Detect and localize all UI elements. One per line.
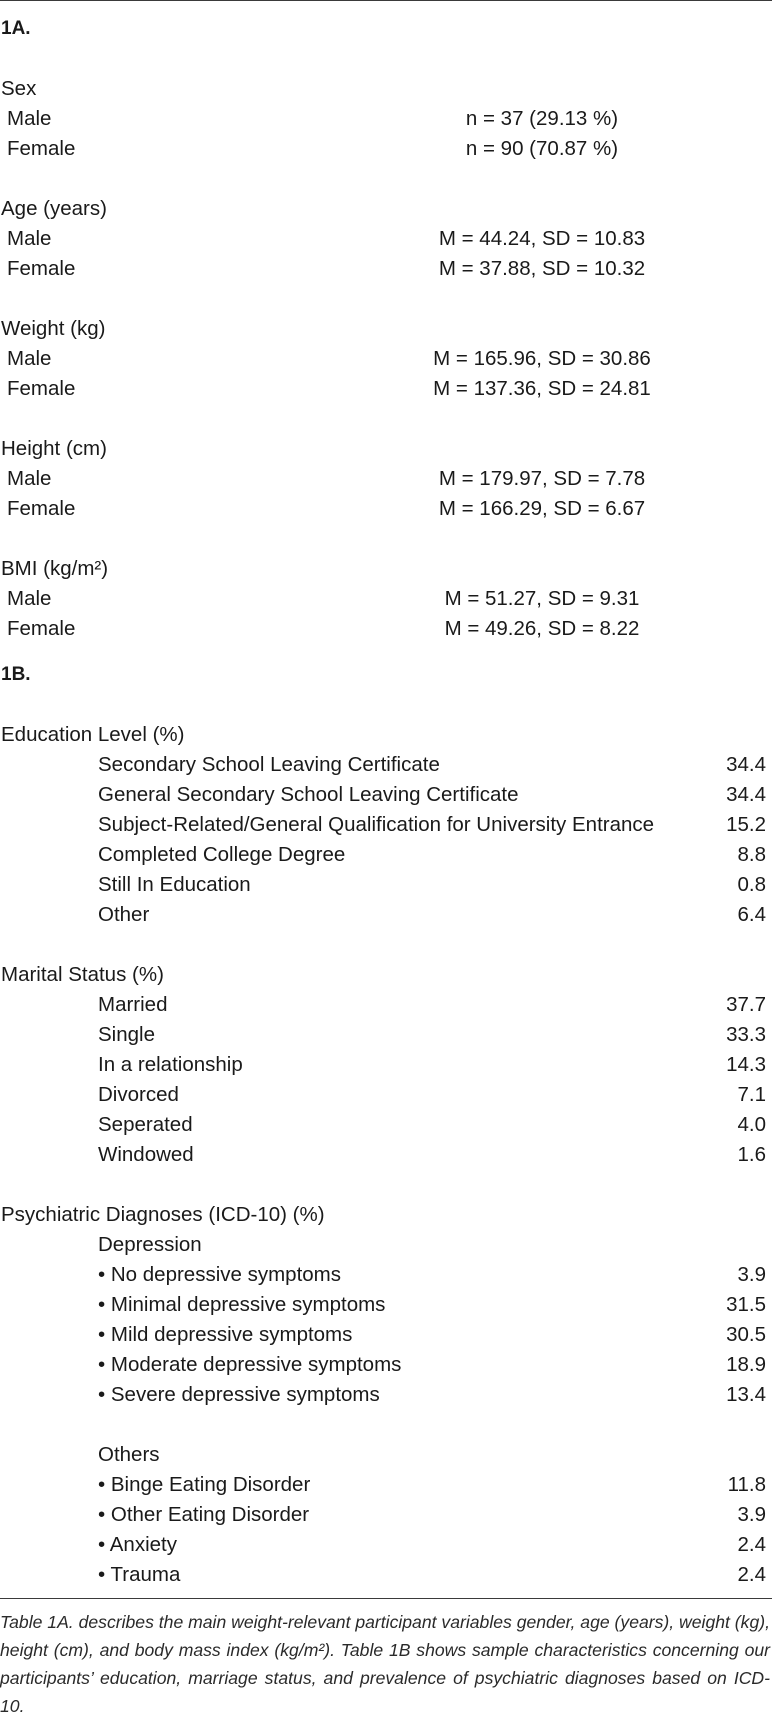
table-row bbox=[0, 104, 772, 134]
row-label: Male bbox=[7, 227, 52, 250]
table-row bbox=[0, 1110, 772, 1140]
table-row bbox=[0, 1530, 772, 1560]
row-value: 15.2 bbox=[726, 813, 766, 836]
table-row bbox=[0, 1260, 772, 1290]
table-row bbox=[0, 750, 772, 780]
row-label: • Other Eating Disorder bbox=[98, 1503, 310, 1526]
row-label: Female bbox=[7, 377, 76, 400]
row-label: Female bbox=[7, 137, 76, 160]
table-row bbox=[0, 464, 772, 494]
row-value: 3.9 bbox=[737, 1263, 766, 1286]
table-row bbox=[0, 614, 772, 644]
row-label: • Severe depressive symptoms bbox=[98, 1383, 380, 1406]
table-row bbox=[0, 494, 772, 524]
row-value: 34.4 bbox=[726, 753, 766, 776]
table-row bbox=[0, 1020, 772, 1050]
group-label-sex: Sex bbox=[1, 77, 37, 100]
row-label: In a relationship bbox=[98, 1053, 243, 1076]
section-heading-1a: 1A. bbox=[1, 18, 31, 39]
row-value: 37.7 bbox=[726, 993, 766, 1016]
table-row bbox=[0, 1290, 772, 1320]
row-label: Still In Education bbox=[98, 873, 251, 896]
subgroup-label-depression: Depression bbox=[98, 1233, 202, 1256]
table-row bbox=[0, 810, 772, 840]
table-row bbox=[0, 344, 772, 374]
row-value: 6.4 bbox=[737, 903, 766, 926]
row-value: M = 49.26, SD = 8.22 bbox=[444, 617, 640, 640]
table-row bbox=[0, 1350, 772, 1380]
row-value: M = 165.96, SD = 30.86 bbox=[433, 347, 651, 370]
row-value: 33.3 bbox=[726, 1023, 766, 1046]
row-value: M = 166.29, SD = 6.67 bbox=[438, 497, 646, 520]
row-label: • Mild depressive symptoms bbox=[98, 1323, 353, 1346]
row-label: Male bbox=[7, 347, 52, 370]
table-row bbox=[0, 1470, 772, 1500]
row-label: Other bbox=[98, 903, 150, 926]
table-row bbox=[0, 374, 772, 404]
row-label: Married bbox=[98, 993, 168, 1016]
table-row bbox=[0, 990, 772, 1020]
row-label: Divorced bbox=[98, 1083, 179, 1106]
row-value: 11.8 bbox=[727, 1473, 766, 1496]
table-row bbox=[0, 254, 772, 284]
row-value: 18.9 bbox=[726, 1353, 766, 1376]
table-row bbox=[0, 870, 772, 900]
table-row bbox=[0, 134, 772, 164]
row-label: General Secondary School Leaving Certificate bbox=[98, 783, 519, 806]
row-value: M = 179.97, SD = 7.78 bbox=[438, 467, 646, 490]
row-value: M = 51.27, SD = 9.31 bbox=[444, 587, 640, 610]
row-label: Subject-Related/General Qualification for University Entrance bbox=[98, 813, 655, 836]
table-row bbox=[0, 224, 772, 254]
row-label: Seperated bbox=[98, 1113, 193, 1136]
group-label-marital: Marital Status (%) bbox=[1, 963, 164, 986]
row-label: • Minimal depressive symptoms bbox=[98, 1293, 386, 1316]
row-label: Single bbox=[98, 1023, 155, 1046]
table-row bbox=[0, 1560, 772, 1590]
table-row bbox=[0, 1380, 772, 1410]
row-label: • No depressive symptoms bbox=[98, 1263, 342, 1286]
row-value: 4.0 bbox=[737, 1113, 766, 1136]
row-label: Male bbox=[7, 587, 52, 610]
row-label: Female bbox=[7, 257, 76, 280]
bottom-rule bbox=[0, 1598, 772, 1599]
row-label: • Trauma bbox=[98, 1563, 181, 1586]
row-value: n = 37 (29.13 %) bbox=[465, 107, 619, 130]
table-row bbox=[0, 1080, 772, 1110]
row-label: Male bbox=[7, 107, 52, 130]
row-label: Male bbox=[7, 467, 52, 490]
row-label: • Moderate depressive symptoms bbox=[98, 1353, 402, 1376]
row-value: 1.6 bbox=[737, 1143, 766, 1166]
row-value: M = 44.24, SD = 10.83 bbox=[438, 227, 646, 250]
section-heading-1b: 1B. bbox=[1, 664, 31, 685]
row-value: M = 137.36, SD = 24.81 bbox=[433, 377, 651, 400]
row-label: Completed College Degree bbox=[98, 843, 346, 866]
row-label: Windowed bbox=[98, 1143, 194, 1166]
group-label-height: Height (cm) bbox=[1, 437, 107, 460]
table-caption: Table 1A. describes the main weight-relevant participant variables gender, age (years), weight (kg), height (cm), and body mass index (kg/m²). Table 1B shows sample characteristics concerning our participants’ education, marriage status, and prevalence of psychiatric diagnoses based on ICD-10. bbox=[0, 1612, 770, 1716]
table-row bbox=[0, 1320, 772, 1350]
table-row bbox=[0, 840, 772, 870]
subgroup-label-others: Others bbox=[98, 1443, 160, 1466]
group-label-age: Age (years) bbox=[1, 197, 107, 220]
row-value: 30.5 bbox=[726, 1323, 766, 1346]
row-value: n = 90 (70.87 %) bbox=[465, 137, 619, 160]
table-row bbox=[0, 1050, 772, 1080]
table-row bbox=[0, 1500, 772, 1530]
row-label: Female bbox=[7, 617, 76, 640]
row-value: 0.8 bbox=[737, 873, 766, 896]
table-row bbox=[0, 780, 772, 810]
group-label-psychiatric: Psychiatric Diagnoses (ICD-10) (%) bbox=[1, 1203, 325, 1226]
table-row bbox=[0, 900, 772, 930]
table-row bbox=[0, 1140, 772, 1170]
row-value: 14.3 bbox=[726, 1053, 766, 1076]
row-value: 2.4 bbox=[737, 1533, 766, 1556]
row-value: 7.1 bbox=[737, 1083, 766, 1106]
row-value: M = 37.88, SD = 10.32 bbox=[438, 257, 646, 280]
row-label: Secondary School Leaving Certificate bbox=[98, 753, 440, 776]
row-value: 2.4 bbox=[737, 1563, 766, 1586]
row-label: • Anxiety bbox=[98, 1533, 177, 1556]
table-row bbox=[0, 584, 772, 614]
row-value: 34.4 bbox=[726, 783, 766, 806]
group-label-bmi: BMI (kg/m²) bbox=[1, 557, 109, 580]
row-value: 3.9 bbox=[737, 1503, 766, 1526]
row-value: 31.5 bbox=[726, 1293, 766, 1316]
group-label-weight: Weight (kg) bbox=[1, 317, 106, 340]
row-value: 13.4 bbox=[726, 1383, 766, 1406]
row-label: • Binge Eating Disorder bbox=[98, 1473, 311, 1496]
row-value: 8.8 bbox=[737, 843, 766, 866]
top-rule bbox=[0, 0, 772, 1]
row-label: Female bbox=[7, 497, 76, 520]
group-label-education: Education Level (%) bbox=[1, 723, 185, 746]
